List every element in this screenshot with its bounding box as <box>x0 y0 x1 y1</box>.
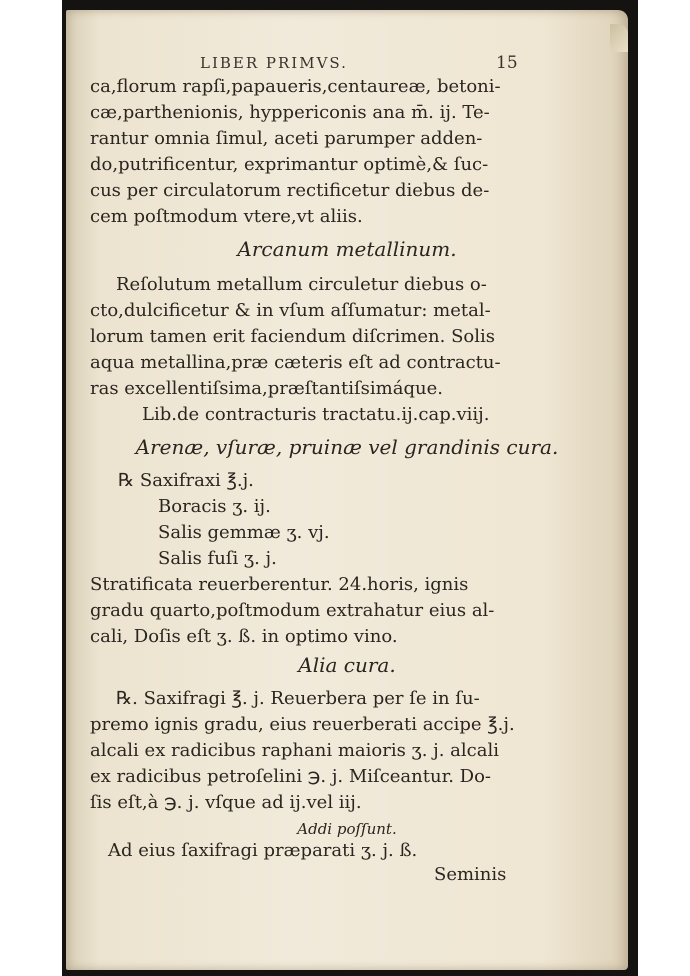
text-line: cus per circulatorum rectificetur diebus de- <box>90 180 490 201</box>
text-line: ℞. Saxifragi ℥. j. Reuerbera per ſe in ſu- <box>116 688 480 709</box>
section-heading: Arcanum metallinum. <box>237 237 457 261</box>
text-line: cæ,parthenionis, hyppericonis ana m̄. ij. Te- <box>90 102 490 123</box>
recipe-line: ℞ Saxifraxi ℥.j. <box>118 470 254 491</box>
text-line: Stratificata reuerberentur. 24.horis, ignis <box>90 574 469 595</box>
text-line: aqua metallina,præ cæteris eſt ad contractu- <box>90 352 501 373</box>
reference-line: Lib.de contracturis tractatu.ij.cap.viij. <box>142 404 490 425</box>
page-number: 15 <box>496 53 518 73</box>
recipe-line: Boracis ʒ. ij. <box>158 496 271 517</box>
text-line: lorum tamen erit faciendum diſcrimen. Solis <box>90 326 495 347</box>
text-line: gradu quarto,poſtmodum extrahatur eius al- <box>90 600 495 621</box>
catchword: Seminis <box>434 864 507 885</box>
text-line: alcali ex radicibus raphani maioris ʒ. j. alcali <box>90 740 499 761</box>
book-page <box>66 10 628 970</box>
subheading: Addi poſſunt. <box>297 820 397 838</box>
section-heading: Alia cura. <box>298 653 396 677</box>
text-line: do,putrificentur, exprimantur optimè,& ſuc- <box>90 154 489 175</box>
text-line: ſis eſt,à ℈. j. vſque ad ij.vel iij. <box>90 792 362 813</box>
section-heading: Arenæ, vſuræ, pruinæ vel grandinis cura. <box>135 435 559 459</box>
running-title: LIBER PRIMVS. <box>200 54 348 72</box>
text-line: ca,florum rapſi,papaueris,centaureæ, betoni- <box>90 76 501 97</box>
recipe-line: Salis gemmæ ʒ. vj. <box>158 522 330 543</box>
text-line: cto,dulcificetur & in vſum aſſumatur: metal- <box>90 300 491 321</box>
text-line: ex radicibus petroſelini ℈. j. Miſceantur. Do- <box>90 766 491 787</box>
text-line: cem poſtmodum vtere,vt aliis. <box>90 206 363 227</box>
recipe-line: Salis fuſi ʒ. j. <box>158 548 277 569</box>
text-line: ras excellentiſsima,præſtantiſsimáque. <box>90 378 443 399</box>
page-corner-fold <box>610 24 628 52</box>
text-line: rantur omnia ſimul, aceti parumper adden- <box>90 128 483 149</box>
text-line: premo ignis gradu, eius reuerberati accipe ℥.j. <box>90 714 515 735</box>
text-line: cali, Doſis eſt ʒ. ß. in optimo vino. <box>90 626 398 647</box>
text-line: Reſolutum metallum circuletur diebus o- <box>116 274 487 295</box>
text-line: Ad eius ſaxifragi præparati ʒ. j. ß. <box>108 840 418 861</box>
